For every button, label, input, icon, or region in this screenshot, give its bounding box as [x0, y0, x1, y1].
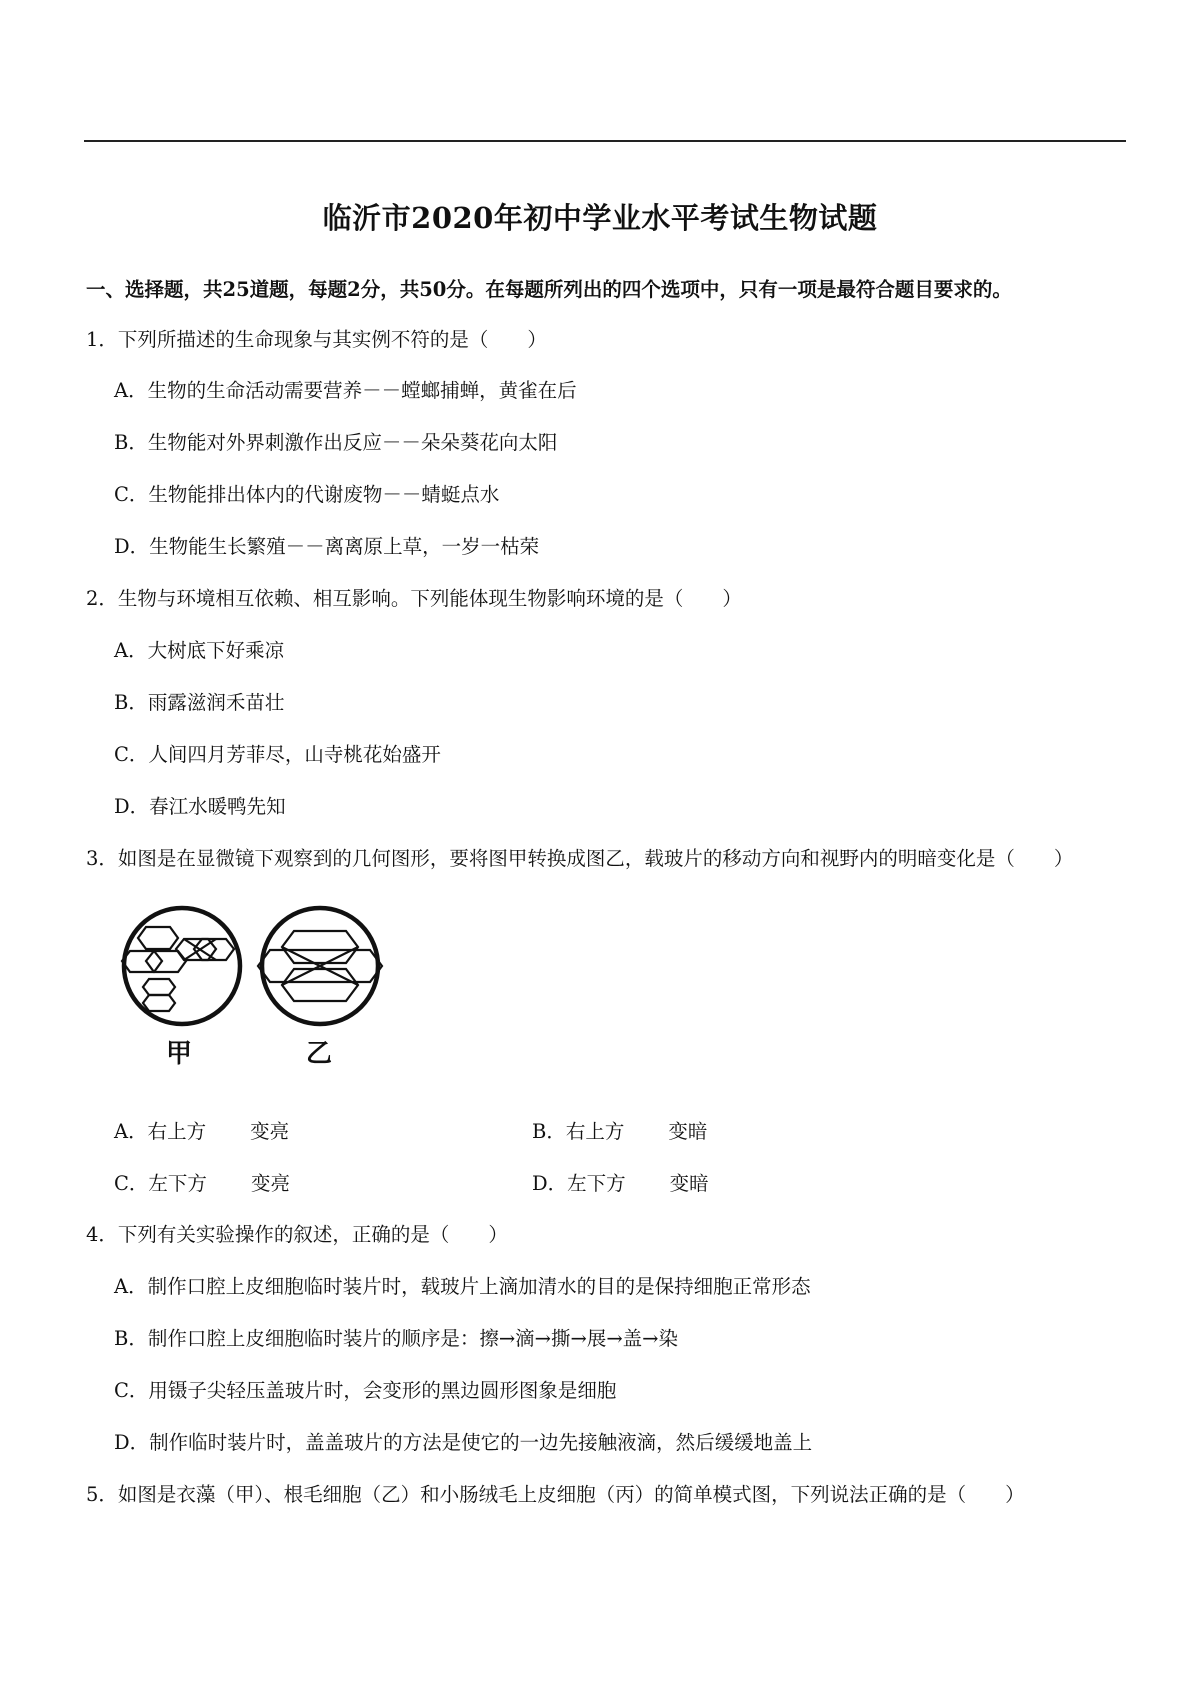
- question-4-option-c[interactable]: C．用镊子尖轻压盖玻片时，会变形的黑边圆形图象是细胞: [114, 1379, 617, 1402]
- question-1-stem: 1．下列所描述的生命现象与其实例不符的是（ ）: [86, 328, 547, 351]
- microscope-fields-diagram: [112, 905, 392, 1065]
- field-yi: [258, 908, 382, 1024]
- question-3-option-c[interactable]: [114, 1168, 290, 1196]
- question-1-option-c[interactable]: C．生物能排出体内的代谢废物－－蜻蜓点水: [114, 483, 500, 506]
- exam-title: 临沂市2020年初中学业水平考试生物试题: [322, 201, 878, 235]
- question-2-option-c[interactable]: C．人间四月芳菲尽，山寺桃花始盛开: [114, 743, 441, 766]
- question-4-stem: 4．下列有关实验操作的叙述，正确的是（ ）: [86, 1223, 508, 1246]
- question-2-option-d[interactable]: D．春江水暖鸭先知: [114, 795, 286, 818]
- option-change: 变亮: [250, 1172, 290, 1195]
- option-direction: 右上方: [147, 1120, 207, 1143]
- question-1-option-b[interactable]: B．生物能对外界刺激作出反应－－朵朵葵花向太阳: [114, 431, 558, 454]
- question-4-option-d[interactable]: D．制作临时装片时，盖盖玻片的方法是使它的一边先接触液滴，然后缓缓地盖上: [114, 1431, 813, 1454]
- option-direction: 右上方: [565, 1120, 625, 1143]
- question-2-option-b[interactable]: B．雨露滋润禾苗壮: [114, 691, 285, 714]
- option-change: 变亮: [250, 1120, 290, 1143]
- field-jia: [122, 908, 240, 1024]
- option-letter: B．: [532, 1120, 566, 1143]
- question-3-option-b[interactable]: [532, 1116, 707, 1144]
- option-direction: 左下方: [148, 1172, 207, 1195]
- question-3-option-d[interactable]: [532, 1168, 709, 1196]
- figure-label-yi: 乙: [306, 1039, 333, 1069]
- question-2-option-a[interactable]: A．大树底下好乘凉: [114, 639, 285, 662]
- question-3-option-a[interactable]: [114, 1116, 289, 1144]
- figure-label-jia: 甲: [166, 1039, 193, 1069]
- option-change: 变暗: [668, 1120, 708, 1143]
- question-5-stem: 5．如图是衣藻（甲）、根毛细胞（乙）和小肠绒毛上皮细胞（丙）的简单模式图，下列说法正确的是（ ）: [86, 1483, 1025, 1506]
- question-2-stem: 2．生物与环境相互依赖、相互影响。下列能体现生物影响环境的是（ ）: [86, 587, 742, 610]
- option-letter: C．: [114, 1172, 149, 1195]
- question-1-option-a[interactable]: A．生物的生命活动需要营养－－螳螂捕蝉，黄雀在后: [114, 379, 577, 402]
- question-3-stem: 3．如图是在显微镜下观察到的几何图形，要将图甲转换成图乙，载玻片的移动方向和视野内的明暗变化是（ ）: [86, 847, 1074, 870]
- microscope-figure: [112, 905, 392, 1069]
- option-letter: A．: [114, 1120, 148, 1143]
- header-rule: [84, 140, 1126, 142]
- question-1-option-d[interactable]: D．生物能生长繁殖－－离离原上草，一岁一枯荣: [114, 535, 540, 558]
- section-heading: 一、选择题，共25道题，每题2分，共50分。在每题所列出的四个选项中，只有一项是最符合题目要求的。: [86, 278, 1012, 301]
- option-direction: 左下方: [567, 1172, 626, 1195]
- question-4-option-b[interactable]: B．制作口腔上皮细胞临时装片的顺序是：擦→滴→撕→展→盖→染: [114, 1327, 679, 1350]
- option-letter: D．: [532, 1172, 568, 1195]
- question-4-option-a[interactable]: A．制作口腔上皮细胞临时装片时，载玻片上滴加清水的目的是保持细胞正常形态: [114, 1275, 811, 1298]
- option-change: 变暗: [669, 1172, 709, 1195]
